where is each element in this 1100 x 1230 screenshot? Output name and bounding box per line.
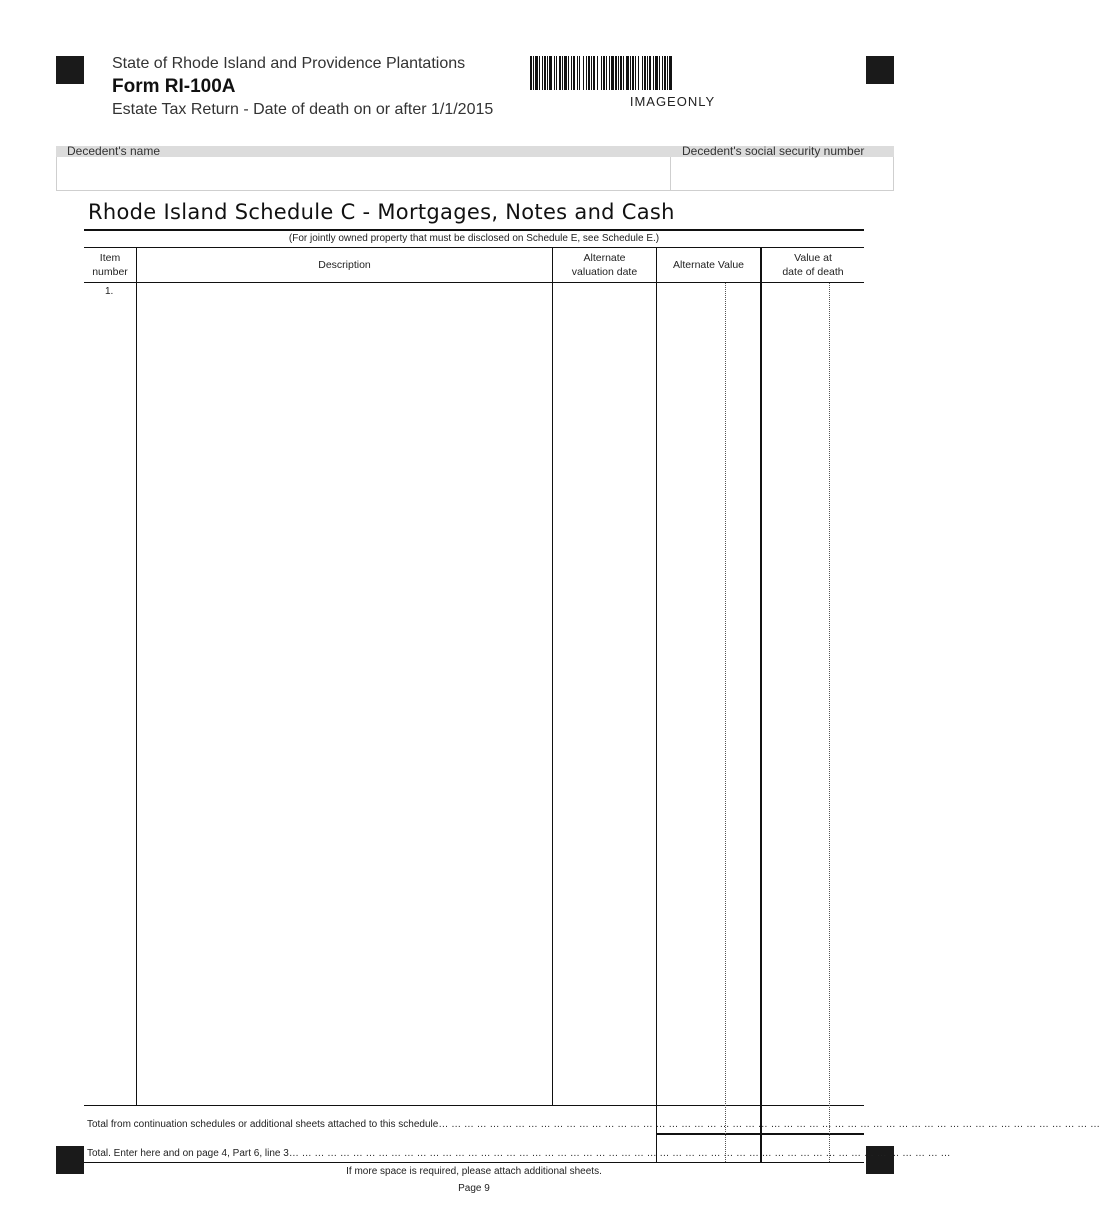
barcode-bar (544, 56, 546, 90)
continuation-total-label: Total from continuation schedules or additional sheets attached to this schedule (87, 1119, 439, 1130)
decedent-name-field[interactable] (57, 158, 669, 190)
barcode-bar (562, 56, 563, 90)
description-field[interactable] (138, 284, 550, 1103)
barcode-bar (611, 56, 614, 90)
barcode-bar (579, 56, 580, 90)
barcode-bar (618, 56, 619, 90)
barcode-bar (591, 56, 592, 90)
barcode-bar (626, 56, 629, 90)
registration-mark-top-left (56, 56, 84, 84)
barcode-bar (533, 56, 534, 90)
continuation-total-line (87, 1119, 1100, 1130)
barcode-bar (583, 56, 584, 90)
column-header-alternate-value: Alternate Value (672, 259, 745, 271)
barcode-bar (603, 56, 605, 90)
barcode-bar (615, 56, 617, 90)
alt-value-column-divider (760, 247, 762, 1162)
registration-mark-top-right (866, 56, 894, 84)
item-column-divider (136, 247, 137, 1105)
grand-total-line (87, 1148, 951, 1159)
page-number: Page 9 (458, 1183, 490, 1194)
title-rule (84, 229, 864, 231)
barcode-bar (586, 56, 587, 90)
decedent-ssn-label: Decedent's social security number (682, 144, 865, 158)
barcode-bar (655, 56, 658, 90)
column-header-item (84, 251, 136, 279)
barcode-bar (623, 56, 624, 90)
decedent-name-label: Decedent's name (67, 144, 161, 158)
column-header-value-at-death (762, 251, 864, 279)
alt-date-column-divider (656, 247, 657, 1162)
barcode-bar (667, 56, 668, 90)
state-name: State of Rhode Island and Providence Plantations (112, 55, 466, 72)
barcode-bar (564, 56, 567, 90)
registration-mark-bottom-left (56, 1146, 84, 1174)
barcode-bar (530, 56, 532, 90)
barcode-bar (588, 56, 590, 90)
schedule-note: (For jointly owned property that must be disclosed on Schedule E, see Schedule E.) (288, 233, 660, 244)
barcode-bar (662, 56, 663, 90)
barcode-bar (659, 56, 660, 90)
barcode-bar (547, 56, 548, 90)
barcode-bar (642, 56, 643, 90)
form-number: Form RI-100A (112, 76, 236, 97)
item-header-line1: Item (99, 252, 121, 264)
barcode-bar (568, 56, 569, 90)
barcode-bar (638, 56, 639, 90)
barcode-bar (597, 56, 598, 90)
barcode-bar (620, 56, 622, 90)
header-bottom-rule (84, 282, 864, 283)
table-body-bottom-rule (84, 1105, 864, 1106)
table-top-rule (84, 247, 864, 248)
column-header-alternate-date (553, 251, 656, 279)
barcode-bar (559, 56, 561, 90)
barcode-bar (577, 56, 578, 90)
barcode-bar (593, 56, 595, 90)
item-number: 1. (105, 286, 114, 297)
barcode-bar (542, 56, 543, 90)
value-at-death-field[interactable] (763, 284, 863, 1103)
table-bottom-rule (84, 1162, 864, 1163)
barcode-bar (630, 56, 631, 90)
barcode-bar (554, 56, 555, 90)
barcode-bar (664, 56, 666, 90)
barcode-bar (647, 56, 648, 90)
additional-sheets-note: If more space is required, please attach additional sheets. (346, 1166, 602, 1177)
barcode-bar (535, 56, 538, 90)
alternate-value-field[interactable] (658, 284, 758, 1103)
continuation-leader-dots: … … … … … … … … … … … … … … … … … … … … … … … … … … … … … … … … … … … … … … … … … … … … … … … … … … … … (438, 1119, 1100, 1130)
barcode-bar (549, 56, 552, 90)
barcode-bar (556, 56, 557, 90)
alternate-date-field[interactable] (554, 284, 654, 1103)
barcode-bar (606, 56, 607, 90)
barcode-bar (573, 56, 575, 90)
alt-date-header-line1: Alternate (583, 252, 626, 264)
description-column-divider (552, 247, 553, 1105)
barcode-bar (571, 56, 572, 90)
image-only-label: IMAGEONLY (629, 94, 716, 109)
barcode-bar (644, 56, 646, 90)
barcode-bar (653, 56, 654, 90)
form-subtitle: Estate Tax Return - Date of death on or after 1/1/2015 (112, 101, 494, 118)
barcode-bar (635, 56, 636, 90)
schedule-title: Rhode Island Schedule C - Mortgages, Notes and Cash (88, 200, 675, 224)
barcode-bar (601, 56, 602, 90)
total-leader-dots: … … … … … … … … … … … … … … … … … … … … … … … … … … … … … … … … … … … … … … … … … … … … … … … … … … … … (288, 1148, 951, 1159)
alt-date-header-line2: valuation date (571, 266, 638, 278)
column-header-description: Description (318, 259, 371, 271)
barcode-bar (609, 56, 610, 90)
barcode-bar (649, 56, 651, 90)
decedent-ssn-field[interactable] (671, 158, 893, 190)
barcode-image (530, 56, 818, 90)
barcode-bar (669, 56, 672, 90)
value-death-header-line2: date of death (782, 266, 844, 278)
barcode-bar (632, 56, 634, 90)
value-death-header-line1: Value at (794, 252, 832, 264)
barcode-bar (539, 56, 540, 90)
grand-total-label: Total. Enter here and on page 4, Part 6, line 3 (87, 1148, 289, 1159)
item-header-line2: number (92, 266, 128, 278)
